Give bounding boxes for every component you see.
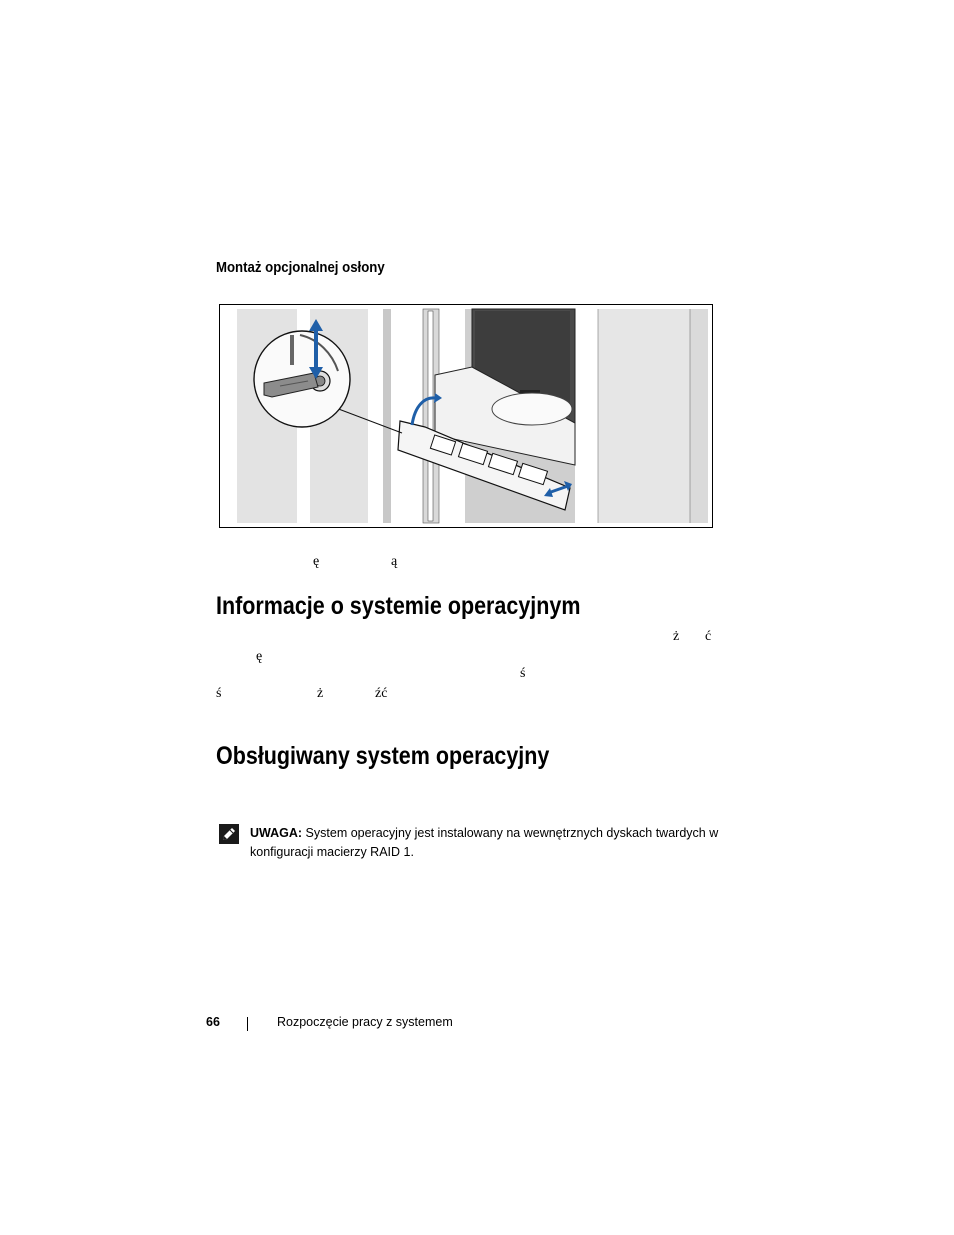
footer-separator xyxy=(247,1017,248,1031)
text-fragment: ę xyxy=(313,554,320,569)
text-fragment: ż xyxy=(317,686,324,701)
text-fragment: ę xyxy=(256,649,263,664)
note-text xyxy=(250,824,720,862)
note-body: System operacyjny jest instalowany na wewnętrznych dyskach twardych w konfiguracji macierzy RAID 1. xyxy=(250,826,719,859)
section-heading-bezel: Montaż opcjonalnej osłony xyxy=(216,259,385,276)
footer-title: Rozpoczęcie pracy z systemem xyxy=(277,1015,453,1029)
section-heading-os-info: Informacje o systemie operacyjnym xyxy=(216,592,581,620)
text-fragment: ć xyxy=(705,629,712,644)
section-heading-supported-os: Obsługiwany system operacyjny xyxy=(216,742,550,770)
bezel-installation-illustration xyxy=(220,305,712,527)
text-fragment: ś xyxy=(520,666,526,681)
bezel-figure xyxy=(219,304,713,528)
text-fragment: ą xyxy=(391,554,398,569)
text-fragment: ż xyxy=(673,629,680,644)
page-number: 66 xyxy=(206,1015,220,1029)
note-label: UWAGA: xyxy=(250,826,303,840)
text-fragment: ś xyxy=(216,686,222,701)
text-fragment: źć xyxy=(375,686,388,701)
note-pencil-icon xyxy=(218,823,240,845)
